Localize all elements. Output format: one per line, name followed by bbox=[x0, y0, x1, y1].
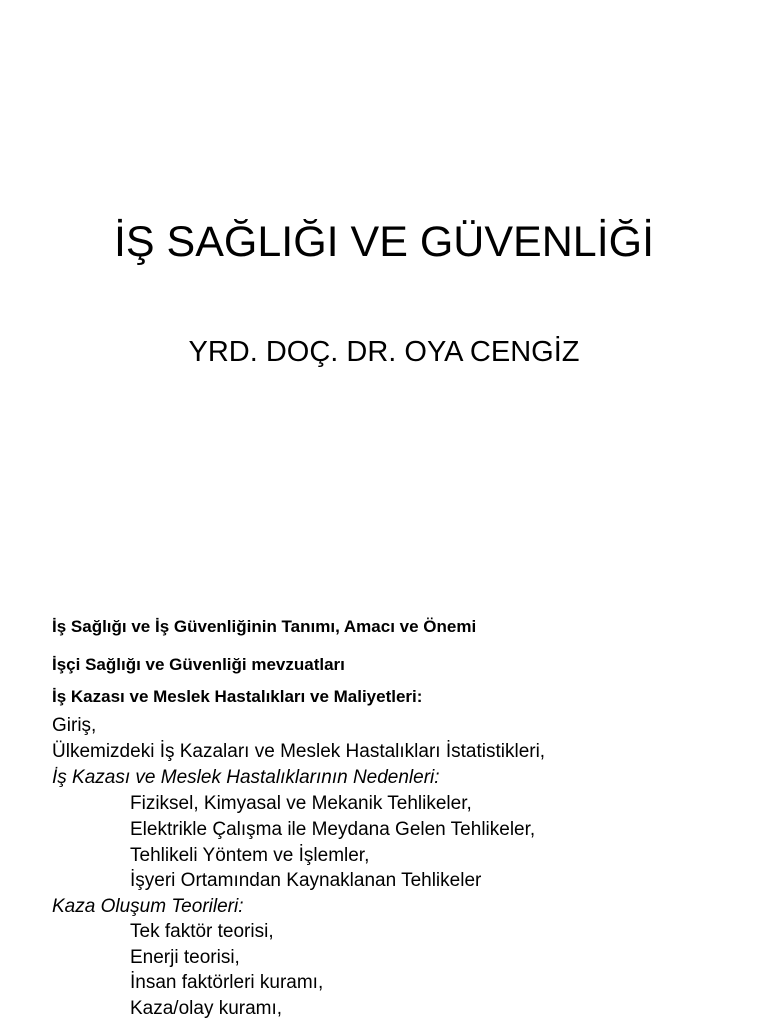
list-item-workplace-hazards: İşyeri Ortamından Kaynaklanan Tehlikeler bbox=[130, 870, 482, 891]
author-name: YRD. DOÇ. DR. OYA CENGİZ bbox=[188, 336, 580, 368]
list-item-single-factor: Tek faktör teorisi, bbox=[130, 921, 274, 942]
list-item-human-factors: İnsan faktörleri kuramı, bbox=[130, 972, 324, 993]
slide-title: İŞ SAĞLIĞI VE GÜVENLİĞİ bbox=[113, 218, 655, 266]
heading-legislation: İşçi Sağlığı ve Güvenliği mevzuatları bbox=[52, 655, 345, 674]
list-item-intro: Giriş, bbox=[52, 715, 97, 736]
heading-definition: İş Sağlığı ve İş Güvenliğinin Tanımı, Amacı ve Önemi bbox=[52, 617, 477, 636]
list-item-dangerous-methods: Tehlikeli Yöntem ve İşlemler, bbox=[130, 845, 370, 866]
list-item-accident-event: Kaza/olay kuramı, bbox=[130, 998, 283, 1019]
list-item-statistics: Ülkemizdeki İş Kazaları ve Meslek Hastalıkları İstatistikleri, bbox=[52, 741, 546, 762]
list-item-theories-heading: Kaza Oluşum Teorileri: bbox=[52, 896, 244, 917]
list-item-electrical-hazards: Elektrikle Çalışma ile Meydana Gelen Tehlikeler, bbox=[130, 819, 536, 840]
list-item-energy-theory: Enerji teorisi, bbox=[130, 947, 240, 968]
list-item-physical-hazards: Fiziksel, Kimyasal ve Mekanik Tehlikeler, bbox=[130, 793, 472, 814]
list-item-causes-heading: İş Kazası ve Meslek Hastalıklarının Nedenleri: bbox=[52, 767, 440, 788]
heading-accidents: İş Kazası ve Meslek Hastalıkları ve Maliyetleri: bbox=[52, 687, 423, 706]
